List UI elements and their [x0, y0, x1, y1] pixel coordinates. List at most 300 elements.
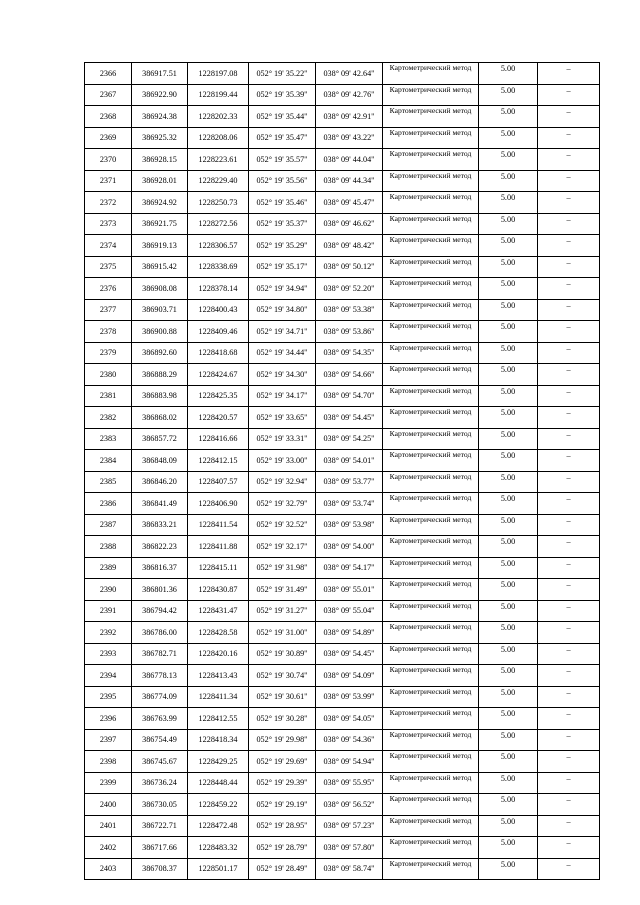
table-row [85, 364, 600, 386]
x-coordinate-cell: 386822.23 [132, 536, 188, 558]
precision-cell: 5.00 [479, 235, 538, 257]
point-number-cell: 2373 [85, 213, 132, 235]
y-coordinate-cell: 1228409.46 [188, 321, 249, 343]
latitude-cell: 052° 19' 32.94" [249, 471, 316, 493]
point-number-cell: 2396 [85, 708, 132, 730]
precision-cell: 5.00 [479, 794, 538, 816]
point-number-cell: 2398 [85, 751, 132, 773]
x-coordinate-cell: 386922.90 [132, 84, 188, 106]
table-row [85, 837, 600, 859]
precision-cell: 5.00 [479, 751, 538, 773]
x-coordinate-cell: 386774.09 [132, 686, 188, 708]
method-cell: Картометрический метод [383, 708, 479, 730]
x-coordinate-cell: 386915.42 [132, 256, 188, 278]
latitude-cell: 052° 19' 35.29" [249, 235, 316, 257]
y-coordinate-cell: 1228250.73 [188, 192, 249, 214]
point-number-cell: 2379 [85, 342, 132, 364]
description-cell: – [538, 858, 600, 880]
x-coordinate-cell: 386736.24 [132, 772, 188, 794]
method-cell: Картометрический метод [383, 407, 479, 429]
precision-cell: 5.00 [479, 643, 538, 665]
x-coordinate-cell: 386778.13 [132, 665, 188, 687]
y-coordinate-cell: 1228431.47 [188, 600, 249, 622]
point-number-cell: 2374 [85, 235, 132, 257]
longitude-cell: 038° 09' 53.38" [316, 299, 383, 321]
point-number-cell: 2378 [85, 321, 132, 343]
y-coordinate-cell: 1228415.11 [188, 557, 249, 579]
method-cell: Картометрический метод [383, 493, 479, 515]
table-row [85, 493, 600, 515]
y-coordinate-cell: 1228411.34 [188, 686, 249, 708]
table-row [85, 235, 600, 257]
method-cell: Картометрический метод [383, 600, 479, 622]
point-number-cell: 2370 [85, 149, 132, 171]
precision-cell: 5.00 [479, 84, 538, 106]
longitude-cell: 038° 09' 44.04" [316, 149, 383, 171]
table-row [85, 149, 600, 171]
point-number-cell: 2369 [85, 127, 132, 149]
table-row [85, 256, 600, 278]
description-cell: – [538, 837, 600, 859]
point-number-cell: 2371 [85, 170, 132, 192]
description-cell: – [538, 192, 600, 214]
description-cell: – [538, 428, 600, 450]
y-coordinate-cell: 1228418.34 [188, 729, 249, 751]
precision-cell: 5.00 [479, 428, 538, 450]
table-row [85, 278, 600, 300]
longitude-cell: 038° 09' 52.20" [316, 278, 383, 300]
table-row [85, 665, 600, 687]
latitude-cell: 052° 19' 35.57" [249, 149, 316, 171]
method-cell: Картометрический метод [383, 127, 479, 149]
description-cell: – [538, 450, 600, 472]
longitude-cell: 038° 09' 42.64" [316, 63, 383, 85]
y-coordinate-cell: 1228418.68 [188, 342, 249, 364]
x-coordinate-cell: 386919.13 [132, 235, 188, 257]
y-coordinate-cell: 1228412.15 [188, 450, 249, 472]
longitude-cell: 038° 09' 54.66" [316, 364, 383, 386]
y-coordinate-cell: 1228416.66 [188, 428, 249, 450]
point-number-cell: 2401 [85, 815, 132, 837]
x-coordinate-cell: 386782.71 [132, 643, 188, 665]
y-coordinate-cell: 1228306.57 [188, 235, 249, 257]
latitude-cell: 052° 19' 34.80" [249, 299, 316, 321]
method-cell: Картометрический метод [383, 385, 479, 407]
point-number-cell: 2394 [85, 665, 132, 687]
description-cell: – [538, 84, 600, 106]
y-coordinate-cell: 1228425.35 [188, 385, 249, 407]
x-coordinate-cell: 386925.32 [132, 127, 188, 149]
x-coordinate-cell: 386846.20 [132, 471, 188, 493]
longitude-cell: 038° 09' 58.74" [316, 858, 383, 880]
x-coordinate-cell: 386722.71 [132, 815, 188, 837]
point-number-cell: 2391 [85, 600, 132, 622]
point-number-cell: 2367 [85, 84, 132, 106]
latitude-cell: 052° 19' 32.52" [249, 514, 316, 536]
precision-cell: 5.00 [479, 665, 538, 687]
latitude-cell: 052° 19' 34.17" [249, 385, 316, 407]
method-cell: Картометрический метод [383, 514, 479, 536]
latitude-cell: 052° 19' 34.94" [249, 278, 316, 300]
method-cell: Картометрический метод [383, 321, 479, 343]
point-number-cell: 2382 [85, 407, 132, 429]
description-cell: – [538, 686, 600, 708]
latitude-cell: 052° 19' 31.98" [249, 557, 316, 579]
description-cell: – [538, 149, 600, 171]
y-coordinate-cell: 1228413.43 [188, 665, 249, 687]
precision-cell: 5.00 [479, 407, 538, 429]
method-cell: Картометрический метод [383, 471, 479, 493]
method-cell: Картометрический метод [383, 837, 479, 859]
description-cell: – [538, 643, 600, 665]
precision-cell: 5.00 [479, 192, 538, 214]
y-coordinate-cell: 1228501.17 [188, 858, 249, 880]
table-row [85, 192, 600, 214]
description-cell: – [538, 772, 600, 794]
method-cell: Картометрический метод [383, 815, 479, 837]
precision-cell: 5.00 [479, 600, 538, 622]
method-cell: Картометрический метод [383, 63, 479, 85]
table-row [85, 127, 600, 149]
latitude-cell: 052° 19' 35.47" [249, 127, 316, 149]
table-row [85, 600, 600, 622]
description-cell: – [538, 557, 600, 579]
description-cell: – [538, 407, 600, 429]
precision-cell: 5.00 [479, 450, 538, 472]
description-cell: – [538, 278, 600, 300]
y-coordinate-cell: 1228420.16 [188, 643, 249, 665]
point-number-cell: 2381 [85, 385, 132, 407]
longitude-cell: 038° 09' 53.98" [316, 514, 383, 536]
longitude-cell: 038° 09' 54.01" [316, 450, 383, 472]
precision-cell: 5.00 [479, 557, 538, 579]
description-cell: – [538, 299, 600, 321]
x-coordinate-cell: 386883.98 [132, 385, 188, 407]
method-cell: Картометрический метод [383, 772, 479, 794]
precision-cell: 5.00 [479, 256, 538, 278]
precision-cell: 5.00 [479, 149, 538, 171]
method-cell: Картометрический метод [383, 450, 479, 472]
precision-cell: 5.00 [479, 708, 538, 730]
method-cell: Картометрический метод [383, 149, 479, 171]
latitude-cell: 052° 19' 29.98" [249, 729, 316, 751]
latitude-cell: 052° 19' 29.39" [249, 772, 316, 794]
precision-cell: 5.00 [479, 729, 538, 751]
table-row [85, 514, 600, 536]
method-cell: Картометрический метод [383, 364, 479, 386]
y-coordinate-cell: 1228406.90 [188, 493, 249, 515]
method-cell: Картометрический метод [383, 170, 479, 192]
latitude-cell: 052° 19' 34.30" [249, 364, 316, 386]
description-cell: – [538, 235, 600, 257]
precision-cell: 5.00 [479, 493, 538, 515]
description-cell: – [538, 63, 600, 85]
method-cell: Картометрический метод [383, 751, 479, 773]
method-cell: Картометрический метод [383, 622, 479, 644]
table-row [85, 729, 600, 751]
latitude-cell: 052° 19' 28.49" [249, 858, 316, 880]
point-number-cell: 2393 [85, 643, 132, 665]
precision-cell: 5.00 [479, 536, 538, 558]
description-cell: – [538, 170, 600, 192]
longitude-cell: 038° 09' 55.01" [316, 579, 383, 601]
description-cell: – [538, 471, 600, 493]
description-cell: – [538, 127, 600, 149]
point-number-cell: 2392 [85, 622, 132, 644]
longitude-cell: 038° 09' 54.36" [316, 729, 383, 751]
x-coordinate-cell: 386924.38 [132, 106, 188, 128]
table-row [85, 213, 600, 235]
method-cell: Картометрический метод [383, 278, 479, 300]
point-number-cell: 2377 [85, 299, 132, 321]
latitude-cell: 052° 19' 28.79" [249, 837, 316, 859]
description-cell: – [538, 342, 600, 364]
method-cell: Картометрический метод [383, 858, 479, 880]
latitude-cell: 052° 19' 33.00" [249, 450, 316, 472]
y-coordinate-cell: 1228420.57 [188, 407, 249, 429]
latitude-cell: 052° 19' 34.71" [249, 321, 316, 343]
longitude-cell: 038° 09' 46.62" [316, 213, 383, 235]
point-number-cell: 2388 [85, 536, 132, 558]
table-row [85, 385, 600, 407]
precision-cell: 5.00 [479, 385, 538, 407]
x-coordinate-cell: 386924.92 [132, 192, 188, 214]
longitude-cell: 038° 09' 54.45" [316, 643, 383, 665]
table-row [85, 686, 600, 708]
latitude-cell: 052° 19' 35.17" [249, 256, 316, 278]
point-number-cell: 2386 [85, 493, 132, 515]
precision-cell: 5.00 [479, 170, 538, 192]
y-coordinate-cell: 1228272.56 [188, 213, 249, 235]
precision-cell: 5.00 [479, 342, 538, 364]
table-row [85, 643, 600, 665]
point-number-cell: 2395 [85, 686, 132, 708]
coordinates-table [84, 62, 600, 880]
longitude-cell: 038° 09' 54.09" [316, 665, 383, 687]
point-number-cell: 2372 [85, 192, 132, 214]
x-coordinate-cell: 386754.49 [132, 729, 188, 751]
description-cell: – [538, 385, 600, 407]
y-coordinate-cell: 1228428.58 [188, 622, 249, 644]
point-number-cell: 2368 [85, 106, 132, 128]
table-row [85, 471, 600, 493]
table-row [85, 858, 600, 880]
precision-cell: 5.00 [479, 815, 538, 837]
longitude-cell: 038° 09' 53.86" [316, 321, 383, 343]
method-cell: Картометрический метод [383, 192, 479, 214]
latitude-cell: 052° 19' 30.28" [249, 708, 316, 730]
description-cell: – [538, 729, 600, 751]
longitude-cell: 038° 09' 54.17" [316, 557, 383, 579]
precision-cell: 5.00 [479, 127, 538, 149]
precision-cell: 5.00 [479, 772, 538, 794]
longitude-cell: 038° 09' 55.95" [316, 772, 383, 794]
y-coordinate-cell: 1228199.44 [188, 84, 249, 106]
description-cell: – [538, 364, 600, 386]
method-cell: Картометрический метод [383, 256, 479, 278]
x-coordinate-cell: 386708.37 [132, 858, 188, 880]
x-coordinate-cell: 386833.21 [132, 514, 188, 536]
method-cell: Картометрический метод [383, 536, 479, 558]
description-cell: – [538, 106, 600, 128]
point-number-cell: 2387 [85, 514, 132, 536]
longitude-cell: 038° 09' 54.35" [316, 342, 383, 364]
method-cell: Картометрический метод [383, 557, 479, 579]
latitude-cell: 052° 19' 30.61" [249, 686, 316, 708]
longitude-cell: 038° 09' 56.52" [316, 794, 383, 816]
description-cell: – [538, 321, 600, 343]
y-coordinate-cell: 1228197.08 [188, 63, 249, 85]
description-cell: – [538, 536, 600, 558]
precision-cell: 5.00 [479, 837, 538, 859]
precision-cell: 5.00 [479, 213, 538, 235]
longitude-cell: 038° 09' 57.23" [316, 815, 383, 837]
table-row [85, 450, 600, 472]
longitude-cell: 038° 09' 44.34" [316, 170, 383, 192]
longitude-cell: 038° 09' 42.76" [316, 84, 383, 106]
point-number-cell: 2390 [85, 579, 132, 601]
table-body [85, 63, 600, 880]
longitude-cell: 038° 09' 54.25" [316, 428, 383, 450]
longitude-cell: 038° 09' 53.99" [316, 686, 383, 708]
y-coordinate-cell: 1228223.61 [188, 149, 249, 171]
table-row [85, 106, 600, 128]
precision-cell: 5.00 [479, 299, 538, 321]
point-number-cell: 2402 [85, 837, 132, 859]
method-cell: Картометрический метод [383, 213, 479, 235]
longitude-cell: 038° 09' 45.47" [316, 192, 383, 214]
table-row [85, 428, 600, 450]
table-row [85, 751, 600, 773]
y-coordinate-cell: 1228338.69 [188, 256, 249, 278]
point-number-cell: 2366 [85, 63, 132, 85]
latitude-cell: 052° 19' 33.31" [249, 428, 316, 450]
longitude-cell: 038° 09' 57.80" [316, 837, 383, 859]
precision-cell: 5.00 [479, 686, 538, 708]
latitude-cell: 052° 19' 29.19" [249, 794, 316, 816]
longitude-cell: 038° 09' 50.12" [316, 256, 383, 278]
point-number-cell: 2384 [85, 450, 132, 472]
method-cell: Картометрический метод [383, 235, 479, 257]
point-number-cell: 2389 [85, 557, 132, 579]
method-cell: Картометрический метод [383, 686, 479, 708]
longitude-cell: 038° 09' 54.00" [316, 536, 383, 558]
latitude-cell: 052° 19' 35.44" [249, 106, 316, 128]
table-row [85, 772, 600, 794]
y-coordinate-cell: 1228472.48 [188, 815, 249, 837]
x-coordinate-cell: 386745.67 [132, 751, 188, 773]
latitude-cell: 052° 19' 33.65" [249, 407, 316, 429]
x-coordinate-cell: 386816.37 [132, 557, 188, 579]
table-row [85, 63, 600, 85]
latitude-cell: 052° 19' 35.46" [249, 192, 316, 214]
x-coordinate-cell: 386908.08 [132, 278, 188, 300]
longitude-cell: 038° 09' 54.94" [316, 751, 383, 773]
table-row [85, 794, 600, 816]
table-row [85, 622, 600, 644]
point-number-cell: 2380 [85, 364, 132, 386]
table-row [85, 536, 600, 558]
precision-cell: 5.00 [479, 471, 538, 493]
y-coordinate-cell: 1228459.22 [188, 794, 249, 816]
latitude-cell: 052° 19' 35.39" [249, 84, 316, 106]
table-row [85, 84, 600, 106]
x-coordinate-cell: 386786.00 [132, 622, 188, 644]
method-cell: Картометрический метод [383, 342, 479, 364]
latitude-cell: 052° 19' 30.74" [249, 665, 316, 687]
x-coordinate-cell: 386841.49 [132, 493, 188, 515]
longitude-cell: 038° 09' 55.04" [316, 600, 383, 622]
y-coordinate-cell: 1228378.14 [188, 278, 249, 300]
x-coordinate-cell: 386900.88 [132, 321, 188, 343]
precision-cell: 5.00 [479, 622, 538, 644]
longitude-cell: 038° 09' 54.70" [316, 385, 383, 407]
x-coordinate-cell: 386903.71 [132, 299, 188, 321]
y-coordinate-cell: 1228412.55 [188, 708, 249, 730]
x-coordinate-cell: 386868.02 [132, 407, 188, 429]
precision-cell: 5.00 [479, 63, 538, 85]
table-row [85, 170, 600, 192]
method-cell: Картометрический метод [383, 84, 479, 106]
description-cell: – [538, 665, 600, 687]
table-row [85, 557, 600, 579]
latitude-cell: 052° 19' 35.37" [249, 213, 316, 235]
latitude-cell: 052° 19' 31.00" [249, 622, 316, 644]
y-coordinate-cell: 1228407.57 [188, 471, 249, 493]
method-cell: Картометрический метод [383, 106, 479, 128]
latitude-cell: 052° 19' 30.89" [249, 643, 316, 665]
method-cell: Картометрический метод [383, 729, 479, 751]
description-cell: – [538, 622, 600, 644]
point-number-cell: 2383 [85, 428, 132, 450]
x-coordinate-cell: 386763.99 [132, 708, 188, 730]
precision-cell: 5.00 [479, 106, 538, 128]
y-coordinate-cell: 1228400.43 [188, 299, 249, 321]
x-coordinate-cell: 386730.05 [132, 794, 188, 816]
precision-cell: 5.00 [479, 364, 538, 386]
latitude-cell: 052° 19' 35.56" [249, 170, 316, 192]
y-coordinate-cell: 1228429.25 [188, 751, 249, 773]
method-cell: Картометрический метод [383, 665, 479, 687]
x-coordinate-cell: 386892.60 [132, 342, 188, 364]
precision-cell: 5.00 [479, 278, 538, 300]
table-row [85, 299, 600, 321]
latitude-cell: 052° 19' 34.44" [249, 342, 316, 364]
point-number-cell: 2375 [85, 256, 132, 278]
table-row [85, 407, 600, 429]
description-cell: – [538, 256, 600, 278]
latitude-cell: 052° 19' 29.69" [249, 751, 316, 773]
x-coordinate-cell: 386888.29 [132, 364, 188, 386]
x-coordinate-cell: 386848.09 [132, 450, 188, 472]
precision-cell: 5.00 [479, 321, 538, 343]
table-row [85, 708, 600, 730]
y-coordinate-cell: 1228483.32 [188, 837, 249, 859]
x-coordinate-cell: 386928.15 [132, 149, 188, 171]
longitude-cell: 038° 09' 43.22" [316, 127, 383, 149]
x-coordinate-cell: 386928.01 [132, 170, 188, 192]
description-cell: – [538, 794, 600, 816]
longitude-cell: 038° 09' 54.45" [316, 407, 383, 429]
method-cell: Картометрический метод [383, 428, 479, 450]
description-cell: – [538, 751, 600, 773]
latitude-cell: 052° 19' 31.49" [249, 579, 316, 601]
y-coordinate-cell: 1228430.87 [188, 579, 249, 601]
description-cell: – [538, 514, 600, 536]
precision-cell: 5.00 [479, 514, 538, 536]
point-number-cell: 2399 [85, 772, 132, 794]
y-coordinate-cell: 1228411.88 [188, 536, 249, 558]
